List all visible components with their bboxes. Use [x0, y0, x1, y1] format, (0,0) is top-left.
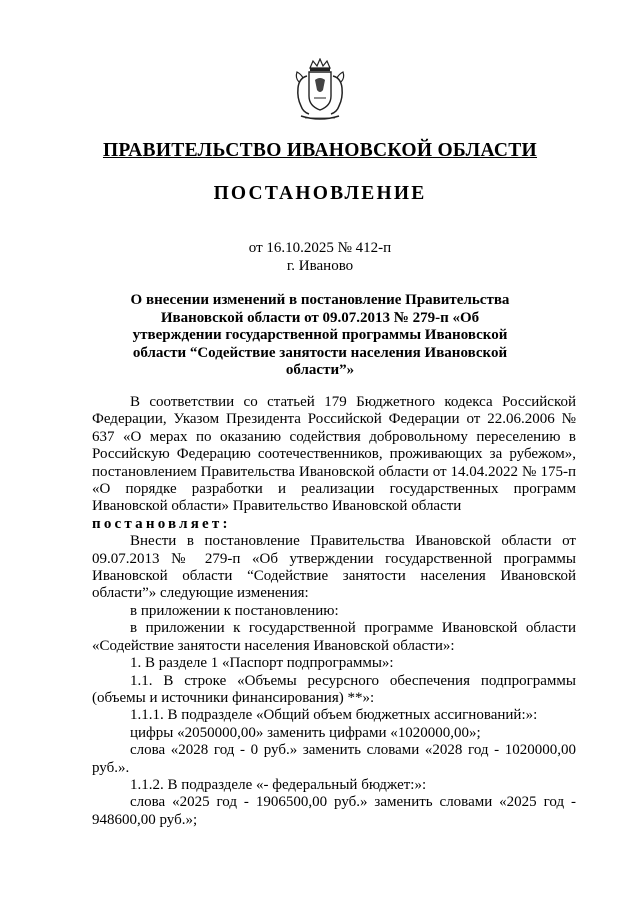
- paragraph-words-2025: слова «2025 год - 1906500,00 руб.» заменить словами «2025 год - 948600,00 руб.»;: [92, 794, 576, 828]
- coat-of-arms-icon: [293, 58, 347, 122]
- paragraph-amendment: Внести в постановление Правительства Ивановской области от 09.07.2013 № 279-п «Об утверждении государственной программы Ивановской области “Содействие занятости населения Ивановской области”» следующие изменения:: [92, 533, 576, 602]
- paragraph-words-2028: слова «2028 год - 0 руб.» заменить словами «2028 год - 1020000,00 руб.».: [92, 742, 576, 776]
- paragraph-1-1-2: 1.1.2. В подразделе «- федеральный бюджет:»:: [130, 776, 427, 793]
- paragraph-1-1-1: 1.1.1. В подразделе «Общий объем бюджетных ассигнований:»:: [130, 707, 538, 724]
- paragraph-numbers: цифры «2050000,00» заменить цифрами «1020000,00»;: [130, 724, 481, 741]
- document-date: от 16.10.2025 № 412-п: [248, 240, 392, 256]
- paragraph-appendix: в приложении к постановлению:: [130, 602, 339, 619]
- preamble-paragraph: В соответствии со статьей 179 Бюджетного кодекса Российской Федерации, Указом Президента Российской Федерации от 22.06.2006 № 637 «О мерах по оказанию содействия добровольному переселению в Российскую Федерацию соотечественников, проживающих за рубежом», постановлением Правительства Ивановской области от 14.04.2022 № 175-п «О порядке разработки и реализации государственных программ Ивановской области» Правительство Ивановской области: [92, 394, 576, 515]
- document-type: ПОСТАНОВЛЕНИЕ: [213, 183, 427, 204]
- document-subject: О внесении изменений в постановление Правительства Ивановской области от 09.07.2013 № 279-п «Об утверждении государственной программы Ивановской области “Содействие занятости населения Ивановской области”»: [130, 292, 510, 378]
- paragraph-program-appendix: в приложении к государственной программе Ивановской области «Содействие занятости населения Ивановской области»:: [92, 620, 576, 654]
- document-body: [92, 394, 576, 829]
- government-title: ПРАВИТЕЛЬСТВО ИВАНОВСКОЙ ОБЛАСТИ: [102, 140, 538, 161]
- document-city: г. Иваново: [286, 258, 354, 274]
- paragraph-section-1: 1. В разделе 1 «Паспорт подпрограммы»:: [130, 655, 394, 672]
- paragraph-1-1: 1.1. В строке «Объемы ресурсного обеспечения подпрограммы (объемы и источники финансирования) **»:: [92, 672, 576, 706]
- decree-word: постановляет:: [92, 515, 231, 532]
